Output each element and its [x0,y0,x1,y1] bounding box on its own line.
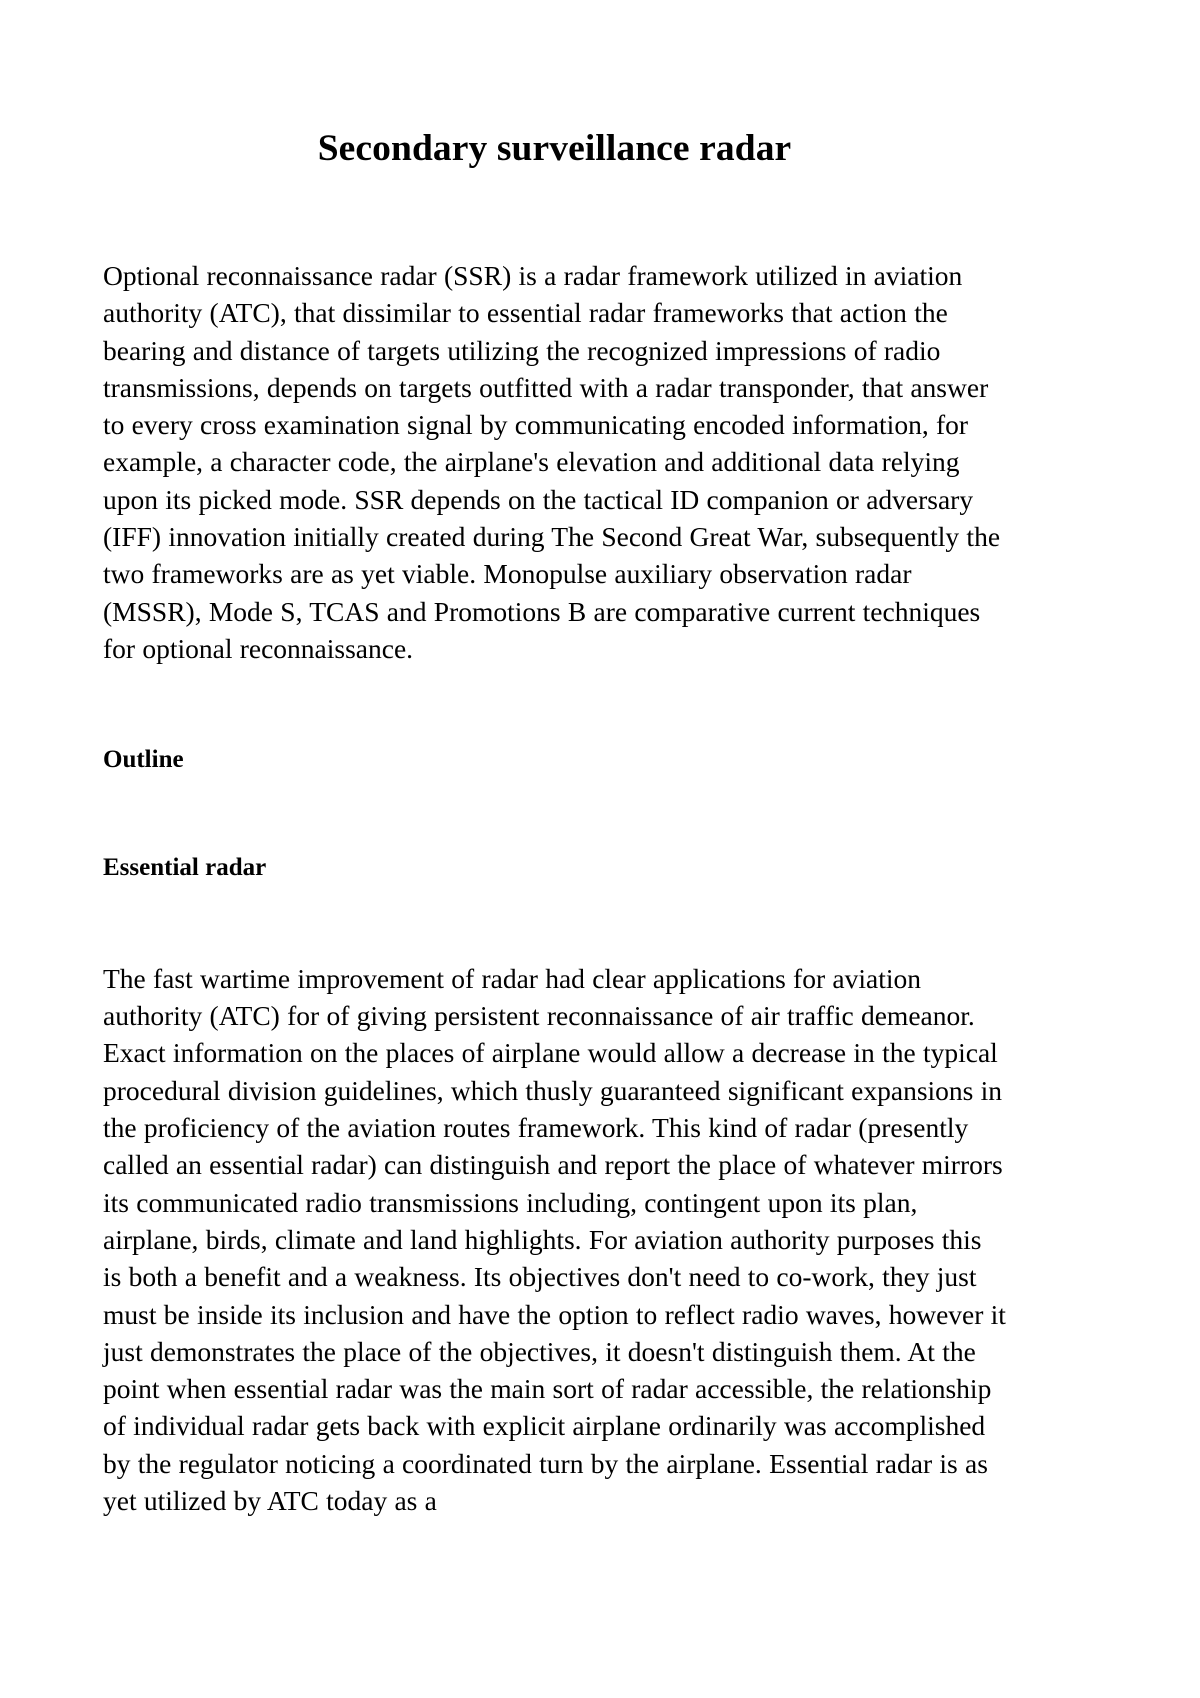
page-title: Secondary surveillance radar [317,128,792,169]
intro-paragraph: Optional reconnaissance radar (SSR) is a radar framework utilized in aviation authority (ATC), that dissimilar to essential radar frameworks that action the bearing and distance of targets utilizing the recognized impressions of radio transmissions, depends on targets outfitted with a radar transponder, that answer to every cross examination signal by communicating encoded information, for example, a character code, the airplane's elevation and additional data relying upon its picked mode. SSR depends on the tactical ID companion or adversary (IFF) innovation initially created during The Second Great War, subsequently the two frameworks are as yet viable. Monopulse auxiliary observation radar (MSSR), Mode S, TCAS and Promotions B are comparative current techniques for optional reconnaissance. [103,260,1001,664]
spacer-before-body-paragraph [103,886,1006,960]
document-content [103,0,1006,1519]
section-heading-outline: Outline [103,746,184,774]
spacer-between-headings [103,779,1006,849]
spacer-before-outline [103,667,1006,741]
spacer-after-title [103,171,1006,257]
section-heading-essential-radar: Essential radar [103,853,267,881]
essential-radar-paragraph: The fast wartime improvement of radar had clear applications for aviation authority (ATC) for of giving persistent reconnaissance of air traffic demeanor. Exact information on the places of airplane would allow a decrease in the typical procedural division guidelines, which thusly guaranteed significant expansions in the proficiency of the aviation routes framework. This kind of radar (presently called an essential radar) can distinguish and report the place of whatever mirrors its communicated radio transmissions including, contingent upon its plan, airplane, birds, climate and land highlights. For aviation authority purposes this is both a benefit and a weakness. Its objectives don't need to co-work, they just must be inside its inclusion and have the option to reflect radio waves, however it just demonstrates the place of the objectives, it doesn't distinguish them. At the point when essential radar was the main sort of radar accessible, the relationship of individual radar gets back with explicit airplane ordinarily was accomplished by the regulator noticing a coordinated turn by the airplane. Essential radar is as yet utilized by ATC today as a [103,962,1006,1517]
